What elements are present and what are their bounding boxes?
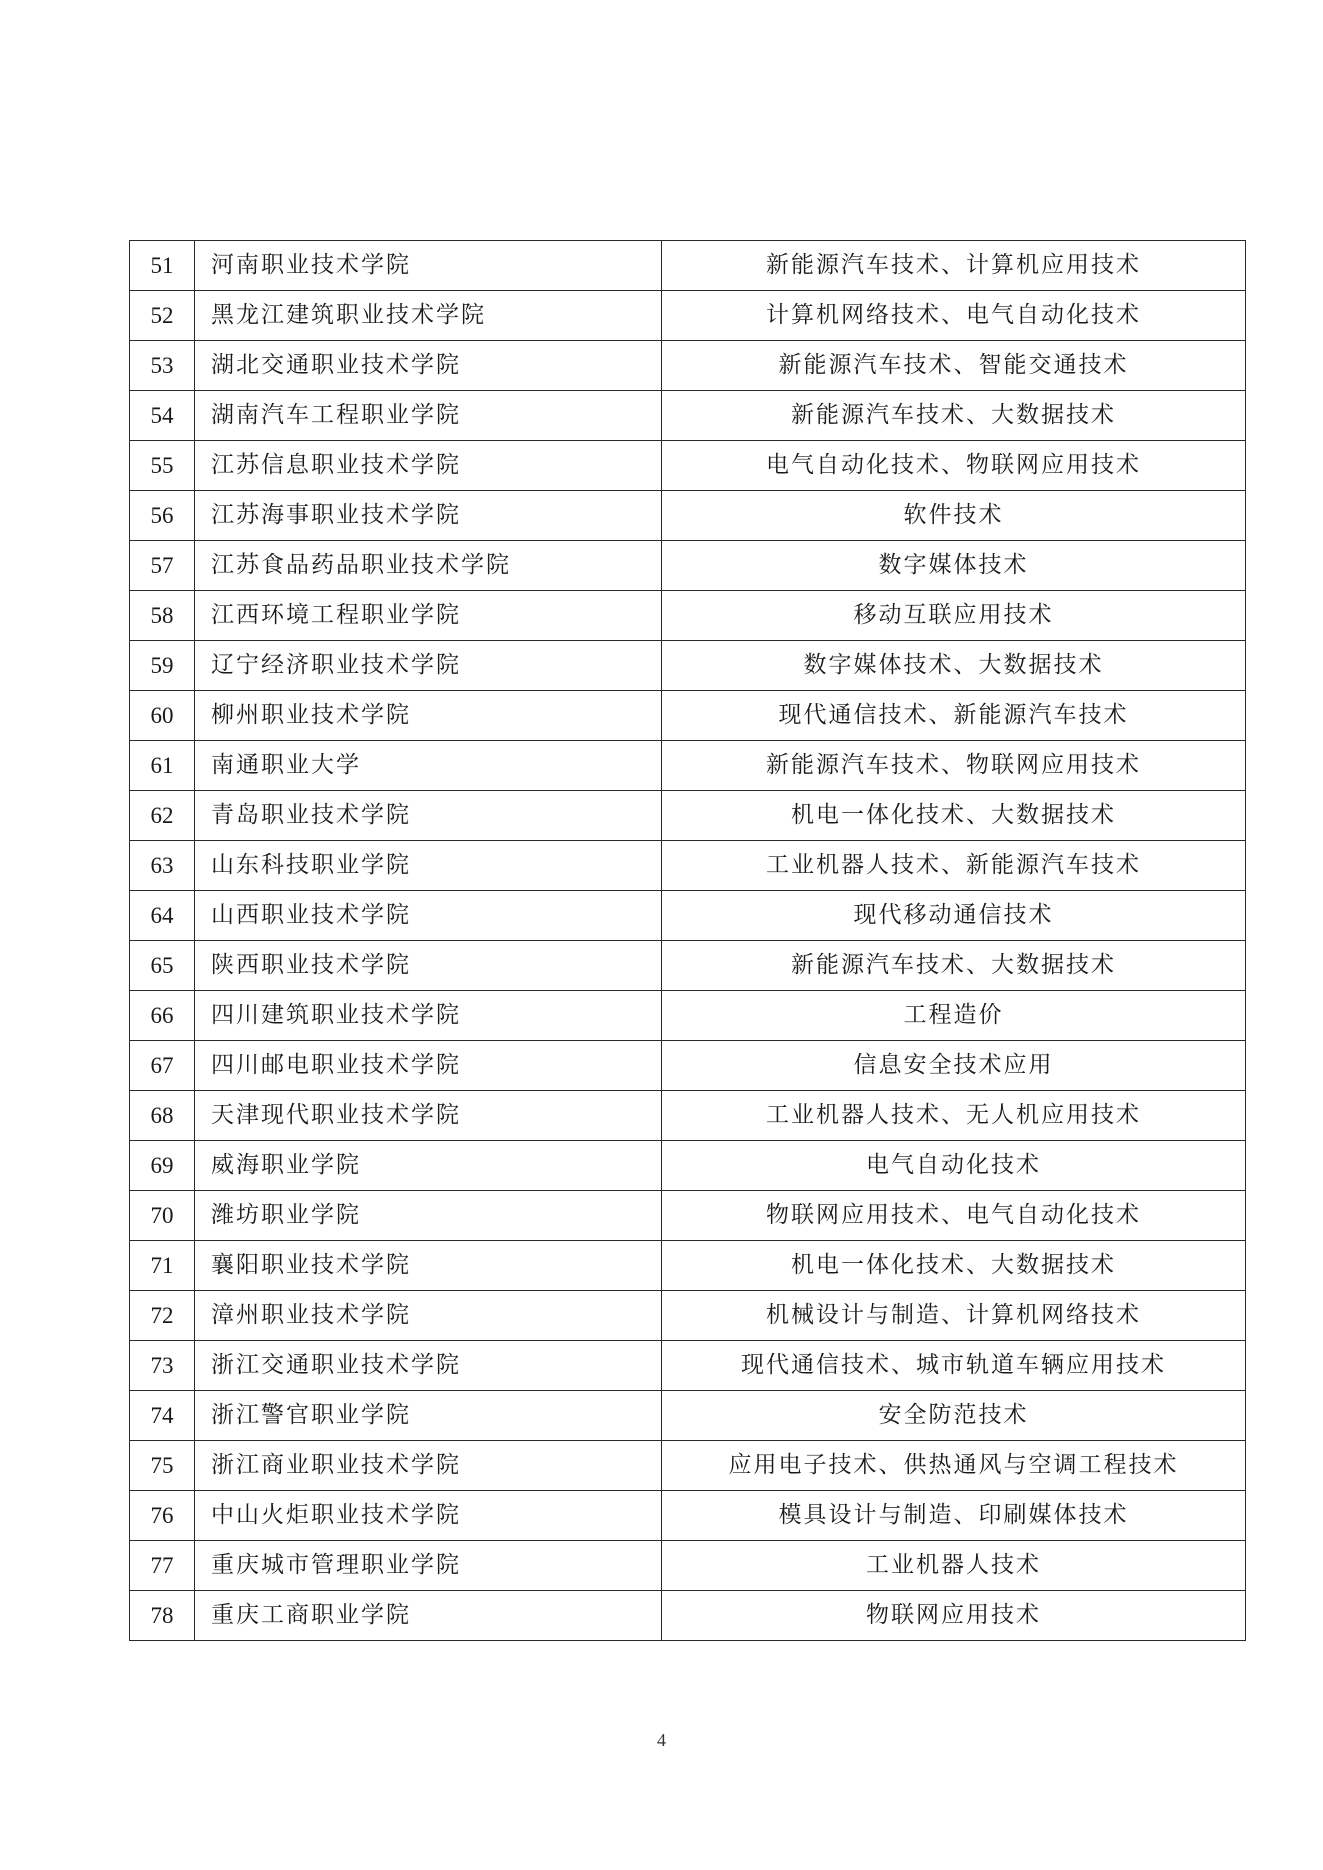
major-list: 软件技术 [662,491,1246,541]
major-list: 新能源汽车技术、大数据技术 [662,391,1246,441]
major-list: 计算机网络技术、电气自动化技术 [662,291,1246,341]
school-name: 襄阳职业技术学院 [195,1241,662,1291]
major-list: 信息安全技术应用 [662,1041,1246,1091]
row-number: 61 [130,741,195,791]
school-name: 湖北交通职业技术学院 [195,341,662,391]
row-number: 72 [130,1291,195,1341]
row-number: 54 [130,391,195,441]
table-row [130,791,1246,841]
row-number: 59 [130,641,195,691]
school-name: 浙江交通职业技术学院 [195,1341,662,1391]
row-number: 64 [130,891,195,941]
school-name: 江苏海事职业技术学院 [195,491,662,541]
table-row [130,1391,1246,1441]
page-number: 4 [657,1730,666,1750]
school-name: 山东科技职业学院 [195,841,662,891]
table-row [130,641,1246,691]
row-number: 51 [130,241,195,291]
table-row [130,1341,1246,1391]
table-row [130,1541,1246,1591]
table-row [130,391,1246,441]
row-number: 78 [130,1591,195,1641]
row-number: 57 [130,541,195,591]
major-list: 数字媒体技术、大数据技术 [662,641,1246,691]
major-list: 工业机器人技术、无人机应用技术 [662,1091,1246,1141]
table-row [130,491,1246,541]
major-list: 现代移动通信技术 [662,891,1246,941]
row-number: 69 [130,1141,195,1191]
table-row [130,1491,1246,1541]
row-number: 66 [130,991,195,1041]
row-number: 58 [130,591,195,641]
major-list: 新能源汽车技术、物联网应用技术 [662,741,1246,791]
row-number: 71 [130,1241,195,1291]
table-row [130,891,1246,941]
table-row [130,1091,1246,1141]
table-row [130,741,1246,791]
table-row [130,991,1246,1041]
school-name: 山西职业技术学院 [195,891,662,941]
school-name: 湖南汽车工程职业学院 [195,391,662,441]
table-row [130,341,1246,391]
major-list: 新能源汽车技术、智能交通技术 [662,341,1246,391]
row-number: 77 [130,1541,195,1591]
major-list: 电气自动化技术 [662,1141,1246,1191]
major-list: 物联网应用技术、电气自动化技术 [662,1191,1246,1241]
row-number: 55 [130,441,195,491]
row-number: 74 [130,1391,195,1441]
major-list: 新能源汽车技术、大数据技术 [662,941,1246,991]
row-number: 75 [130,1441,195,1491]
major-list: 新能源汽车技术、计算机应用技术 [662,241,1246,291]
major-list: 数字媒体技术 [662,541,1246,591]
school-name: 威海职业学院 [195,1141,662,1191]
school-name: 重庆工商职业学院 [195,1591,662,1641]
major-list: 应用电子技术、供热通风与空调工程技术 [662,1441,1246,1491]
major-list: 安全防范技术 [662,1391,1246,1441]
row-number: 52 [130,291,195,341]
major-list: 工业机器人技术 [662,1541,1246,1591]
row-number: 56 [130,491,195,541]
school-name: 重庆城市管理职业学院 [195,1541,662,1591]
school-name: 漳州职业技术学院 [195,1291,662,1341]
major-list: 电气自动化技术、物联网应用技术 [662,441,1246,491]
row-number: 73 [130,1341,195,1391]
table-body [130,241,1246,1641]
school-name: 江西环境工程职业学院 [195,591,662,641]
table-row [130,441,1246,491]
school-name: 南通职业大学 [195,741,662,791]
school-name: 辽宁经济职业技术学院 [195,641,662,691]
table-row [130,1591,1246,1641]
table-row [130,591,1246,641]
school-name: 天津现代职业技术学院 [195,1091,662,1141]
table-row [130,241,1246,291]
major-list: 物联网应用技术 [662,1591,1246,1641]
table-row [130,541,1246,591]
major-list: 工业机器人技术、新能源汽车技术 [662,841,1246,891]
school-name: 黑龙江建筑职业技术学院 [195,291,662,341]
school-name: 江苏食品药品职业技术学院 [195,541,662,591]
row-number: 67 [130,1041,195,1091]
school-name: 河南职业技术学院 [195,241,662,291]
school-name: 青岛职业技术学院 [195,791,662,841]
row-number: 60 [130,691,195,741]
school-name: 四川邮电职业技术学院 [195,1041,662,1091]
table-row [130,1441,1246,1491]
major-list: 现代通信技术、新能源汽车技术 [662,691,1246,741]
row-number: 76 [130,1491,195,1541]
school-name: 中山火炬职业技术学院 [195,1491,662,1541]
table-row [130,691,1246,741]
row-number: 53 [130,341,195,391]
table-row [130,1141,1246,1191]
school-major-table [129,240,1246,1641]
major-list: 机电一体化技术、大数据技术 [662,1241,1246,1291]
major-list: 模具设计与制造、印刷媒体技术 [662,1491,1246,1541]
major-list: 移动互联应用技术 [662,591,1246,641]
major-list: 机械设计与制造、计算机网络技术 [662,1291,1246,1341]
table-row [130,291,1246,341]
major-list: 现代通信技术、城市轨道车辆应用技术 [662,1341,1246,1391]
table-row [130,1241,1246,1291]
table-row [130,1191,1246,1241]
table-row [130,1291,1246,1341]
major-list: 机电一体化技术、大数据技术 [662,791,1246,841]
school-name: 潍坊职业学院 [195,1191,662,1241]
major-list: 工程造价 [662,991,1246,1041]
row-number: 65 [130,941,195,991]
school-name: 江苏信息职业技术学院 [195,441,662,491]
school-name: 柳州职业技术学院 [195,691,662,741]
school-name: 陕西职业技术学院 [195,941,662,991]
row-number: 62 [130,791,195,841]
row-number: 70 [130,1191,195,1241]
table-row [130,1041,1246,1091]
table-row [130,941,1246,991]
school-name: 四川建筑职业技术学院 [195,991,662,1041]
row-number: 68 [130,1091,195,1141]
school-name: 浙江警官职业学院 [195,1391,662,1441]
table-row [130,841,1246,891]
school-name: 浙江商业职业技术学院 [195,1441,662,1491]
row-number: 63 [130,841,195,891]
